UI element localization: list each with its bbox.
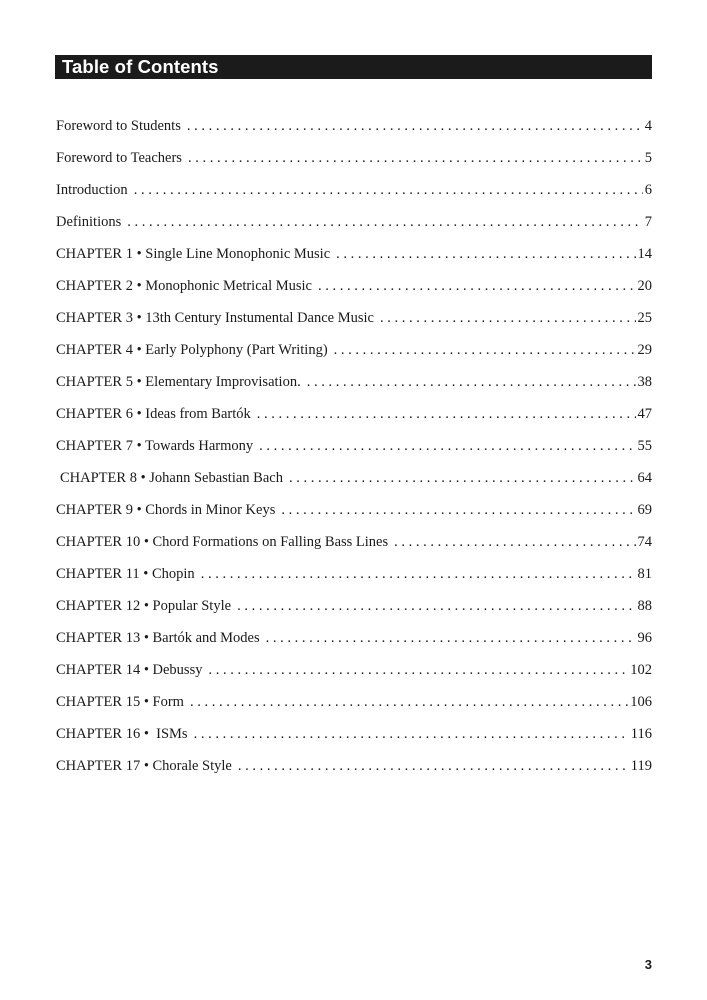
title-bar <box>55 55 652 79</box>
toc-entry-page: 74 <box>637 534 652 550</box>
toc-entry-page: 81 <box>637 566 652 582</box>
toc-entry-page: 25 <box>637 310 652 326</box>
toc-dot-leader <box>208 660 628 680</box>
toc-dot-leader <box>237 596 635 616</box>
toc-entry-label: CHAPTER 6 • Ideas from Bartók <box>56 406 251 422</box>
toc-dot-leader <box>266 628 636 648</box>
toc-entry-page: 29 <box>637 342 652 358</box>
toc-entry-chapter-2[interactable] <box>56 276 652 308</box>
toc-dot-leader <box>238 756 629 776</box>
toc-entry-label: Foreword to Teachers <box>56 150 182 166</box>
toc-entry-label: CHAPTER 16 • ISMs <box>56 726 188 742</box>
toc-entry-page: 119 <box>630 758 652 774</box>
toc-dot-leader <box>194 724 629 744</box>
toc-entry-label: CHAPTER 13 • Bartók and Modes <box>56 630 260 646</box>
toc-dot-leader <box>259 436 635 456</box>
toc-dot-leader <box>380 308 636 328</box>
toc-dot-leader <box>187 116 643 136</box>
toc-entry-page: 96 <box>637 630 652 646</box>
toc-entry-page: 7 <box>644 214 652 230</box>
toc-dot-leader <box>190 692 628 712</box>
toc-entry-label: CHAPTER 9 • Chords in Minor Keys <box>56 502 276 518</box>
toc-entry-chapter-5[interactable] <box>56 372 652 404</box>
toc-entry-chapter-15[interactable] <box>56 692 652 724</box>
toc-entry-label: CHAPTER 1 • Single Line Monophonic Music <box>56 246 331 262</box>
toc-entry-label: CHAPTER 3 • 13th Century Instumental Dance Music <box>56 310 374 326</box>
toc-entry-label: CHAPTER 11 • Chopin <box>56 566 195 582</box>
toc-entry-chapter-4[interactable] <box>56 340 652 372</box>
toc-entry-page: 69 <box>637 502 652 518</box>
toc-entry-label: CHAPTER 4 • Early Polyphony (Part Writing) <box>56 342 328 358</box>
toc-entry-page: 14 <box>637 246 652 262</box>
page-title: Table of Contents <box>62 56 219 77</box>
toc-dot-leader <box>257 404 636 424</box>
toc-entry-chapter-7[interactable] <box>56 436 652 468</box>
toc-entry-chapter-6[interactable] <box>56 404 652 436</box>
toc-dot-leader <box>336 244 635 264</box>
toc-entry-chapter-14[interactable] <box>56 660 652 692</box>
toc-entry-label: Introduction <box>56 182 128 198</box>
toc-entry-introduction[interactable] <box>56 180 652 212</box>
toc-entry-page: 4 <box>644 118 652 134</box>
toc-entry-chapter-13[interactable] <box>56 628 652 660</box>
toc-entry-label: CHAPTER 10 • Chord Formations on Falling Bass Lines <box>56 534 389 550</box>
toc-dot-leader <box>289 468 636 488</box>
toc-entry-chapter-3[interactable] <box>56 308 652 340</box>
toc-entry-label: CHAPTER 17 • Chorale Style <box>56 758 232 774</box>
toc-entry-page: 102 <box>630 662 652 678</box>
toc-entry-page: 38 <box>637 374 652 390</box>
toc-dot-leader <box>201 564 636 584</box>
toc-entry-page: 5 <box>644 150 652 166</box>
toc-entry-label: CHAPTER 12 • Popular Style <box>56 598 232 614</box>
toc-entry-label: Definitions <box>56 214 122 230</box>
toc-entry-label: CHAPTER 8 • Johann Sebastian Bach <box>60 470 283 486</box>
table-of-contents <box>56 116 652 788</box>
toc-entry-page: 47 <box>637 406 652 422</box>
toc-dot-leader <box>134 180 643 200</box>
toc-entry-chapter-1[interactable] <box>56 244 652 276</box>
toc-entry-page: 20 <box>637 278 652 294</box>
toc-entry-chapter-12[interactable] <box>56 596 652 628</box>
toc-dot-leader <box>318 276 636 296</box>
toc-entry-page: 106 <box>630 694 652 710</box>
page-number: 3 <box>644 957 652 972</box>
toc-entry-page: 64 <box>637 470 652 486</box>
toc-entry-page: 6 <box>644 182 652 198</box>
toc-entry-chapter-9[interactable] <box>56 500 652 532</box>
toc-entry-label: CHAPTER 14 • Debussy <box>56 662 203 678</box>
toc-entry-definitions[interactable] <box>56 212 652 244</box>
toc-dot-leader <box>188 148 643 168</box>
toc-dot-leader <box>127 212 643 232</box>
toc-entry-page: 55 <box>637 438 652 454</box>
toc-entry-chapter-10[interactable] <box>56 532 652 564</box>
toc-entry-chapter-17[interactable] <box>56 756 652 788</box>
toc-dot-leader <box>394 532 635 552</box>
toc-entry-label: CHAPTER 7 • Towards Harmony <box>56 438 254 454</box>
toc-dot-leader <box>307 372 636 392</box>
toc-dot-leader <box>334 340 636 360</box>
toc-entry-foreword-teachers[interactable] <box>56 148 652 180</box>
toc-entry-chapter-8[interactable] <box>56 468 652 500</box>
toc-entry-label: Foreword to Students <box>56 118 181 134</box>
toc-dot-leader <box>281 500 635 520</box>
toc-entry-foreword-students[interactable] <box>56 116 652 148</box>
toc-entry-label: CHAPTER 2 • Monophonic Metrical Music <box>56 278 312 294</box>
toc-entry-chapter-11[interactable] <box>56 564 652 596</box>
toc-entry-page: 116 <box>630 726 652 742</box>
toc-entry-chapter-16[interactable] <box>56 724 652 756</box>
toc-entry-label: CHAPTER 15 • Form <box>56 694 184 710</box>
toc-entry-label: CHAPTER 5 • Elementary Improvisation. <box>56 374 301 390</box>
toc-entry-page: 88 <box>637 598 652 614</box>
